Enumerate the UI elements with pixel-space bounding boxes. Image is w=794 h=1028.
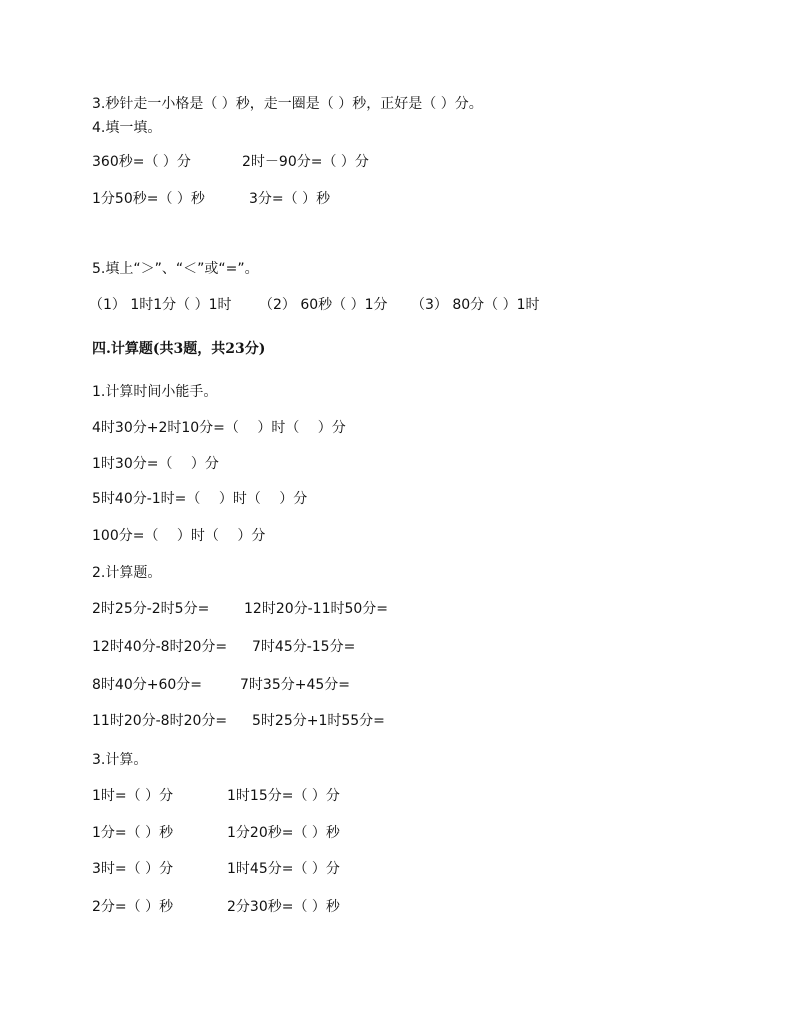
problem-2-item: 2时25分-2时5分=: [92, 601, 210, 617]
problem-3-item: 2分30秒=（ ）秒: [227, 899, 340, 915]
question-4-item: 1分50秒=（ ）秒: [92, 191, 205, 207]
problem-3-item: 2分=（ ）秒: [92, 899, 174, 915]
question-5-item: （1） 1时1分（ ）1时: [89, 297, 232, 313]
question-3: 3.秒针走一小格是（ ）秒，走一圈是（ ）秒，正好是（ ）分。: [92, 96, 483, 112]
problem-2-item: 7时35分+45分=: [240, 677, 350, 693]
problem-3-item: 1时45分=（ ）分: [227, 861, 340, 877]
problem-1-line: 100分=（ ）时（ ）分: [92, 528, 266, 544]
problem-3-title: 3.计算。: [92, 752, 148, 768]
question-4-item: 360秒=（ ）分: [92, 154, 191, 170]
question-5-item: （3） 80分（ ）1时: [411, 297, 540, 313]
problem-3-item: 1分=（ ）秒: [92, 825, 174, 841]
question-5-title: 5.填上“＞”、“＜”或“=”。: [92, 261, 259, 277]
problem-3-item: 1分20秒=（ ）秒: [227, 825, 340, 841]
question-4-title: 4.填一填。: [92, 120, 162, 136]
problem-3-item: 1时15分=（ ）分: [227, 788, 340, 804]
question-5-item: （2） 60秒（ ）1分: [259, 297, 388, 313]
problem-2-title: 2.计算题。: [92, 565, 162, 581]
problem-3-item: 1时=（ ）分: [92, 788, 174, 804]
problem-1-title: 1.计算时间小能手。: [92, 384, 218, 400]
problem-1-line: 1时30分=（ ）分: [92, 456, 219, 472]
problem-2-item: 12时40分-8时20分=: [92, 639, 228, 655]
problem-2-item: 7时45分-15分=: [252, 639, 356, 655]
problem-2-item: 11时20分-8时20分=: [92, 713, 228, 729]
section-heading: 四.计算题(共3题，共23分): [92, 341, 266, 357]
problem-2-item: 8时40分+60分=: [92, 677, 202, 693]
question-4-item: 3分=（ ）秒: [249, 191, 331, 207]
problem-2-item: 12时20分-11时50分=: [244, 601, 389, 617]
question-4-item: 2时－90分=（ ）分: [242, 154, 369, 170]
problem-3-item: 3时=（ ）分: [92, 861, 174, 877]
problem-2-item: 5时25分+1时55分=: [252, 713, 385, 729]
problem-1-line: 4时30分+2时10分=（ ）时（ ）分: [92, 420, 346, 436]
problem-1-line: 5时40分-1时=（ ）时（ ）分: [92, 491, 308, 507]
